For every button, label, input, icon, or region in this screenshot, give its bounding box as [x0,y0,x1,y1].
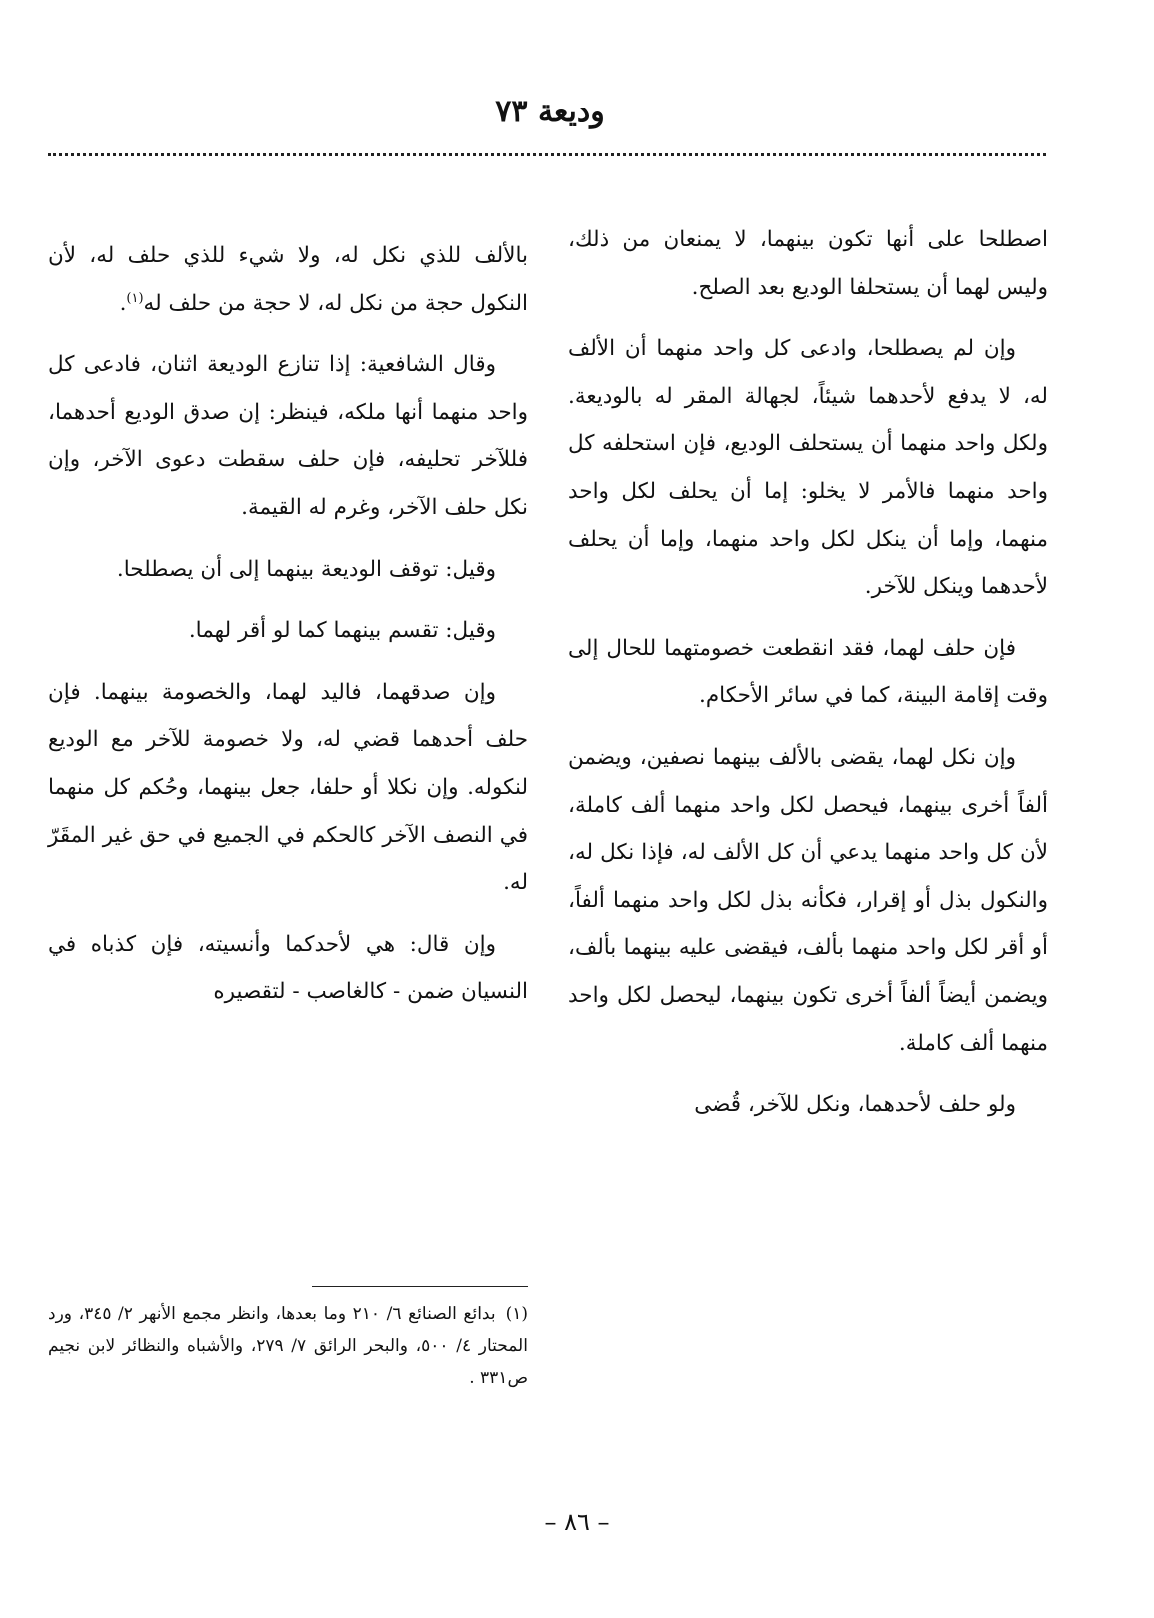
left-paragraph-1-text: بالألف للذي نكل له، ولا شيء للذي حلف له، لأن النكول حجة من نكل له، لا حجة من حلف له [48,243,528,316]
right-paragraph-3: فإن حلف لهما، فقد انقطعت خصومتهما للحال إلى وقت إقامة البينة، كما في سائر الأحكام. [568,635,1048,709]
left-column [48,232,528,1030]
left-paragraph-6: وإن قال: هي لأحدكما وأنسيته، فإن كذباه في النسيان ضمن - كالغاصب - لتقصيره [48,931,528,1005]
running-header: وديعة ٧٣ [495,94,605,129]
footnote-marker: (١) [126,290,144,306]
left-paragraph-4: وقيل: تقسم بينهما كما لو أقر لهما. [188,618,496,644]
footnote-text: بدائع الصنائع ٦/ ٢١٠ وما بعدها، وانظر مجمع الأنهر ٢/ ٣٤٥، ورد المحتار ٤/ ٥٠٠، والبحر الرائق ٧/ ٢٧٩، والأشباه والنظائر لابن نجيم ص٣٣١ . [48,1304,528,1388]
header-dotted-rule [48,153,1046,156]
right-paragraph-4: وإن نكل لهما، يقضى بالألف بينهما نصفين، ويضمن ألفاً أخرى بينهما، فيحصل لكل واحد منهما ألف كاملة، لأن كل واحد منهما يدعي أن كل الألف له، فإذا نكل له، والنكول بذل أو إقرار، فكأنه بذل لكل واحد منهما ألفاً، أو أقر لكل واحد منهما بألف، فيقضى عليه بينهما بألف، ويضمن أيضاً ألفاً أخرى تكون بينهما، ليحصل لكل واحد منهما ألف كاملة. [568,744,1048,1056]
left-paragraph-5: وإن صدقهما، فاليد لهما، والخصومة بينهما. فإن حلف أحدهما قضي له، ولا خصومة للآخر مع الوديع لنكوله. وإن نكلا أو حلفا، جعل بينهما، وحُكم كل منهما في النصف الآخر كالحكم في الجميع في حق غير المقَرّ له. [48,679,528,896]
footnote [48,1298,528,1394]
page-number: – ٨٦ – [544,1508,610,1536]
right-column [568,216,1048,1143]
right-paragraph-2: وإن لم يصطلحا، وادعى كل واحد منهما أن الألف له، لا يدفع لأحدهما شيئاً، لجهالة المقر له بالوديعة. ولكل واحد منهما أن يستحلف الوديع، فإن استحلفه كل واحد منهما فالأمر لا يخلو: إما أن يحلف لكل واحد منهما، وإما أن ينكل لكل واحد منهما، وإما أن يحلف لأحدهما وينكل للآخر. [568,336,1048,600]
footnote-number: (١) [505,1304,528,1324]
left-paragraph-1-end: . [119,290,127,316]
footnote-separator [312,1286,528,1287]
left-paragraph-1 [48,232,528,327]
right-paragraph-5: ولو حلف لأحدهما، ونكل للآخر، قُضى [694,1092,1016,1118]
left-paragraph-3: وقيل: توقف الوديعة بينهما إلى أن يصطلحا. [116,556,496,582]
right-paragraph-1: اصطلحا على أنها تكون بينهما، لا يمنعان من ذلك، وليس لهما أن يستحلفا الوديع بعد الصلح. [568,227,1048,300]
left-paragraph-2: وقال الشافعية: إذا تنازع الوديعة اثنان، فادعى كل واحد منهما أنها ملكه، فينظر: إن صدق الوديع أحدهما، فللآخر تحليفه، فإن حلف سقطت دعوى الآخر، وإن نكل حلف الآخر، وغرم له القيمة. [48,352,528,520]
